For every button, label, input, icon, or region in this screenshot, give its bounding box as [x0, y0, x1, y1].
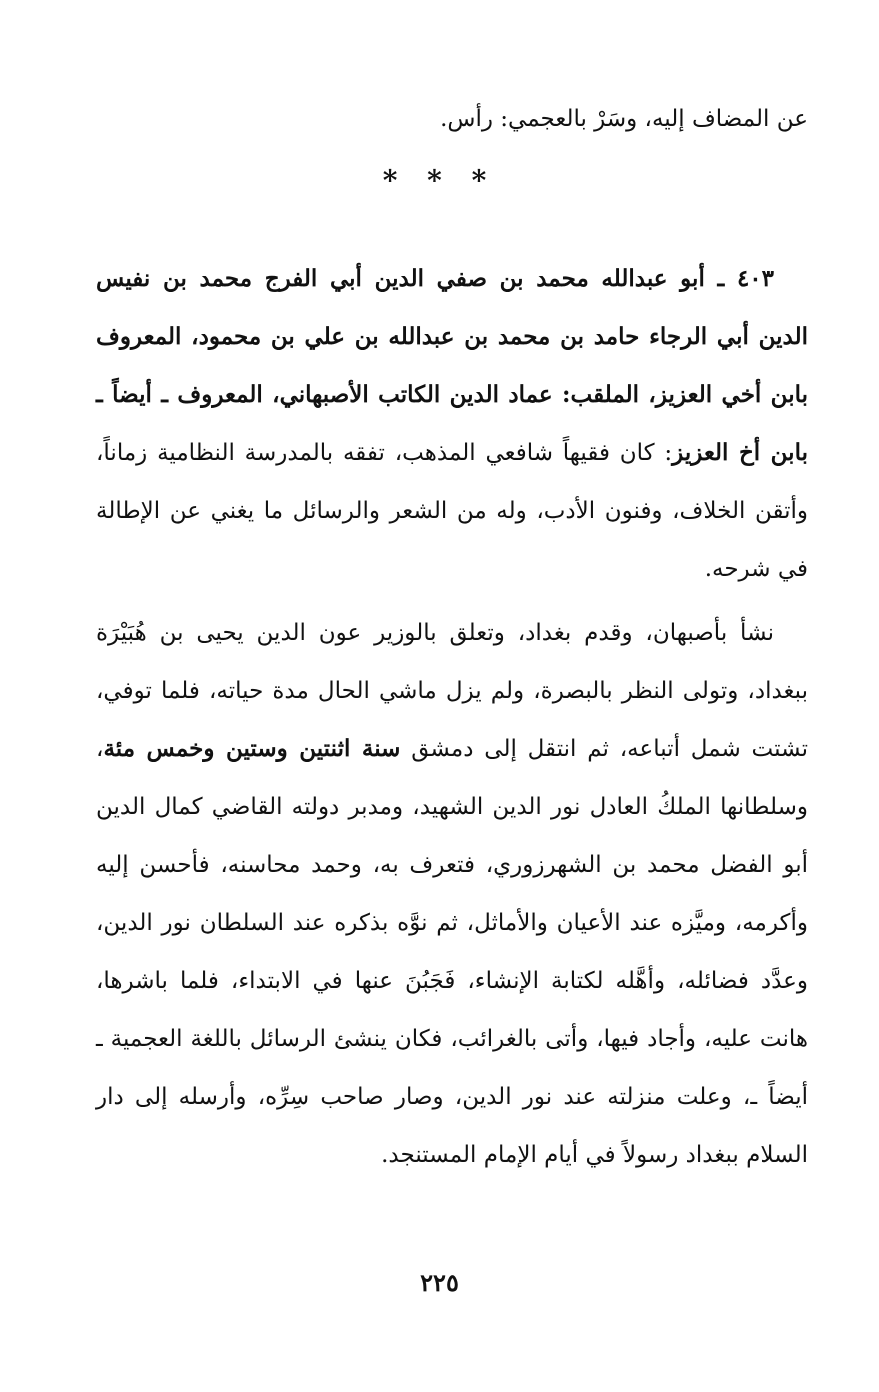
entry-number: ٤٠٣ [736, 265, 774, 292]
page-number: ٢٢٥ [420, 1268, 459, 1297]
biography-text-part2: ، وسلطانها الملكُ العادل نور الدين الشهيد، ومدبر دولته القاضي كمال الدين أبو الفضل محمد بن الشهرزوري، فتعرف به، وحمد محاسنه، فأحسن إليه وأكرمه، وميَّزه عند الأعيان والأماثل، ثم نوَّه بذكره عند السلطان نور الدين، وعدَّد فضائله، وأهَّله لكتابة الإنشاء، فَجَبُنَ عنها في الابتداء، فلما باشرها، هانت عليه، وأجاد فيها، وأتى بالغرائب، فكان ينشئ الرسائل باللغة العجمية ـ أيضاً ـ، وعلت منزلته عند نور الدين، وصار صاحب سِرِّه، وأرسله إلى دار السلام ببغداد رسولاً في أيام الإمام المستنجد. [96, 736, 808, 1168]
biography-date: سنة اثنتين وستين وخمس مئة [103, 735, 401, 762]
entry-dash: ـ [704, 265, 737, 292]
entry-paragraph [96, 250, 808, 598]
biography-paragraph [96, 604, 808, 1184]
biography-text-part1: نشأ بأصبهان، وقدم بغداد، وتعلق بالوزير عون الدين يحيى بن هُبَيْرَة ببغداد، وتولى النظر بالبصرة، ولم يزل ماشي الحال مدة حياته، فلما توفي، تشتت شمل أتباعه، ثم انتقل إلى دمشق [96, 620, 808, 762]
section-separator: * * * [382, 164, 497, 197]
entry-heading: أبو عبدالله محمد بن صفي الدين أبي الفرج محمد بن نفيس الدين أبي الرجاء حامد بن محمد بن عبدالله بن علي بن محمود، المعروف بابن أخي العزيز، الملقب: عماد الدين الكاتب الأصبهاني، المعروف ـ أيضاً ـ بابن أخ العزيز [96, 265, 808, 466]
entry-body: : كان فقيهاً شافعي المذهب، تفقه بالمدرسة النظامية زماناً، وأتقن الخلاف، وفنون الأدب، وله من الشعر والرسائل ما يغني عن الإطالة في شرحه. [96, 440, 808, 582]
opening-line: عن المضاف إليه، وسَرْ بالعجمي: رأس. [440, 106, 808, 132]
